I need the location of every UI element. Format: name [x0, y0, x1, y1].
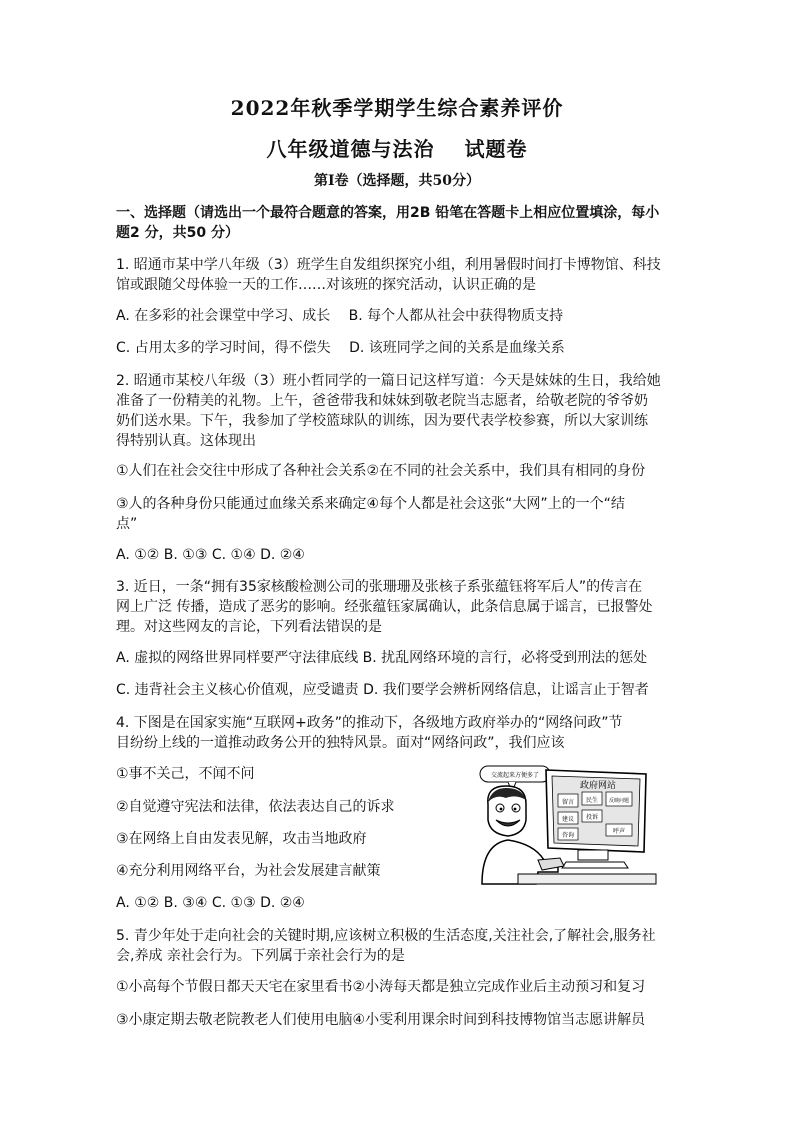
q2-items-34: ③人的各种身份只能通过血缘关系来确定④每个人都是社会这张“大网”上的一个“结 [116, 496, 625, 512]
volume-title: 第Ⅰ卷（选择题，共50分） [313, 173, 481, 189]
subject-name: 八年级道德与法治 [266, 137, 435, 161]
q3-stem: 3. 近日，一条“拥有35家核酸检测公司的张珊珊及张核子系张蕴钰将军后人”的传言在 [116, 579, 643, 595]
desk [518, 874, 656, 884]
q2-items-12: ①人们在社会交往中形成了各种社会关系②在不同的社会关系中，我们具有相同的身份 [116, 463, 646, 479]
exam-subject-title [0, 133, 794, 162]
q4-item-4: ④充分利用网络平台，为社会发展建言献策 [116, 863, 381, 879]
q3-options-ab: A. 虚拟的网络世界同样要严守法律底线 B. 扰乱网络环境的言行，必将受到刑法的惩处 [116, 650, 648, 666]
q4-stem-2: 目纷纷上线的一道推动政务公开的独特风景。面对“网络问政”，我们应该 [116, 735, 565, 751]
q4-item-2: ②自觉遵守宪法和法律，依法表达自己的诉求 [116, 799, 395, 815]
paper-name: 试题卷 [464, 137, 528, 161]
q3-options-cd: C. 违背社会主义核心价值观，应受谴责 D. 我们要学会辨析网络信息，让谣言止于智者 [116, 682, 649, 698]
monitor-icon [546, 770, 646, 868]
q1-stem: 1. 昭通市某中学八年级（3）班学生自发组织探究小组，利用暑假时间打卡博物馆、科技 [116, 257, 661, 273]
online-government-cartoon [478, 764, 658, 886]
q5-items-12: ①小高每个节假日都天天宅在家里看书②小涛每天都是独立完成作业后主动预习和复习 [116, 979, 646, 995]
q1-options-cd: C. 占用太多的学习时间，得不偿失 D. 该班同学之间的关系是血缘关系 [116, 340, 565, 356]
screen-btn-5: 投诉 [585, 814, 599, 821]
screen-btn-3: 反映问题 [608, 798, 630, 804]
q2-stem: 2. 昭通市某校八年级（3）班小哲同学的一篇日记这样写道：今天是妹妹的生日，我给她 [116, 373, 661, 389]
section-heading: 一、选择题（请选出一个最符合题意的答案，用2B 铅笔在答题卡上相应位置填涂，每小 [116, 205, 660, 221]
screen-btn-7: 呼声 [612, 828, 626, 835]
section-heading-cont: 题2 分，共50 分） [116, 225, 239, 241]
q2-items-34-cont: 点” [116, 516, 138, 532]
q3-stem-3: 理。对这些网友的言论，下列看法错误的是 [116, 619, 382, 635]
q2-stem-2: 准备了一份精美的礼物。上午，爸爸带我和妹妹到敬老院当志愿者，给敬老院的爷爷奶 [116, 393, 648, 409]
q2-stem-4: 得特别认真。这体现出 [116, 433, 256, 449]
q5-stem: 5. 青少年处于走向社会的关键时期,应该树立积极的生活态度,关注社会,了解社会,服务社 [116, 928, 656, 944]
q1-stem-cont: 馆或跟随父母体验一天的工作……对该班的探究活动，认识正确的是 [116, 277, 536, 293]
screen-btn-2: 民生 [585, 797, 599, 804]
screen-btn-6: 咨询 [561, 832, 575, 839]
q2-stem-3: 奶们送水果。下午，我参加了学校篮球队的训练，因为要代表学校参赛，所以大家训练 [116, 413, 648, 429]
q4-stem: 4. 下图是在国家实施“互联网+政务”的推动下，各级地方政府举办的“网络问政”节 [116, 715, 623, 731]
screen-btn-1: 留言 [561, 799, 575, 806]
q4-item-3: ③在网络上自由发表见解，攻击当地政府 [116, 831, 367, 847]
q4-options: A. ①② B. ③④ C. ①③ D. ②④ [116, 895, 305, 911]
q5-items-34: ③小康定期去敬老院教老人们使用电脑④小雯利用课余时间到科技博物馆当志愿讲解员 [116, 1012, 646, 1028]
q3-stem-2: 网上广泛 传播，造成了恶劣的影响。经张蕴钰家属确认，此条信息属于谣言，已报警处 [116, 599, 653, 615]
q5-stem-2: 会,养成 亲社会行为。下列属于亲社会行为的是 [116, 948, 405, 964]
q2-options: A. ①② B. ①③ C. ①④ D. ②④ [116, 547, 305, 563]
bubble-text: 交流起来方便多了 [490, 772, 540, 779]
screen-btn-4: 建议 [561, 816, 575, 823]
screen-title: 政府网站 [579, 781, 617, 791]
q4-item-1: ①事不关己，不闻不问 [116, 766, 255, 782]
q1-options-ab: A. 在多彩的社会课堂中学习、成长 B. 每个人都从社会中获得物质支持 [116, 308, 564, 324]
exam-title: 2022年秋季学期学生综合素养评价 [230, 96, 564, 120]
